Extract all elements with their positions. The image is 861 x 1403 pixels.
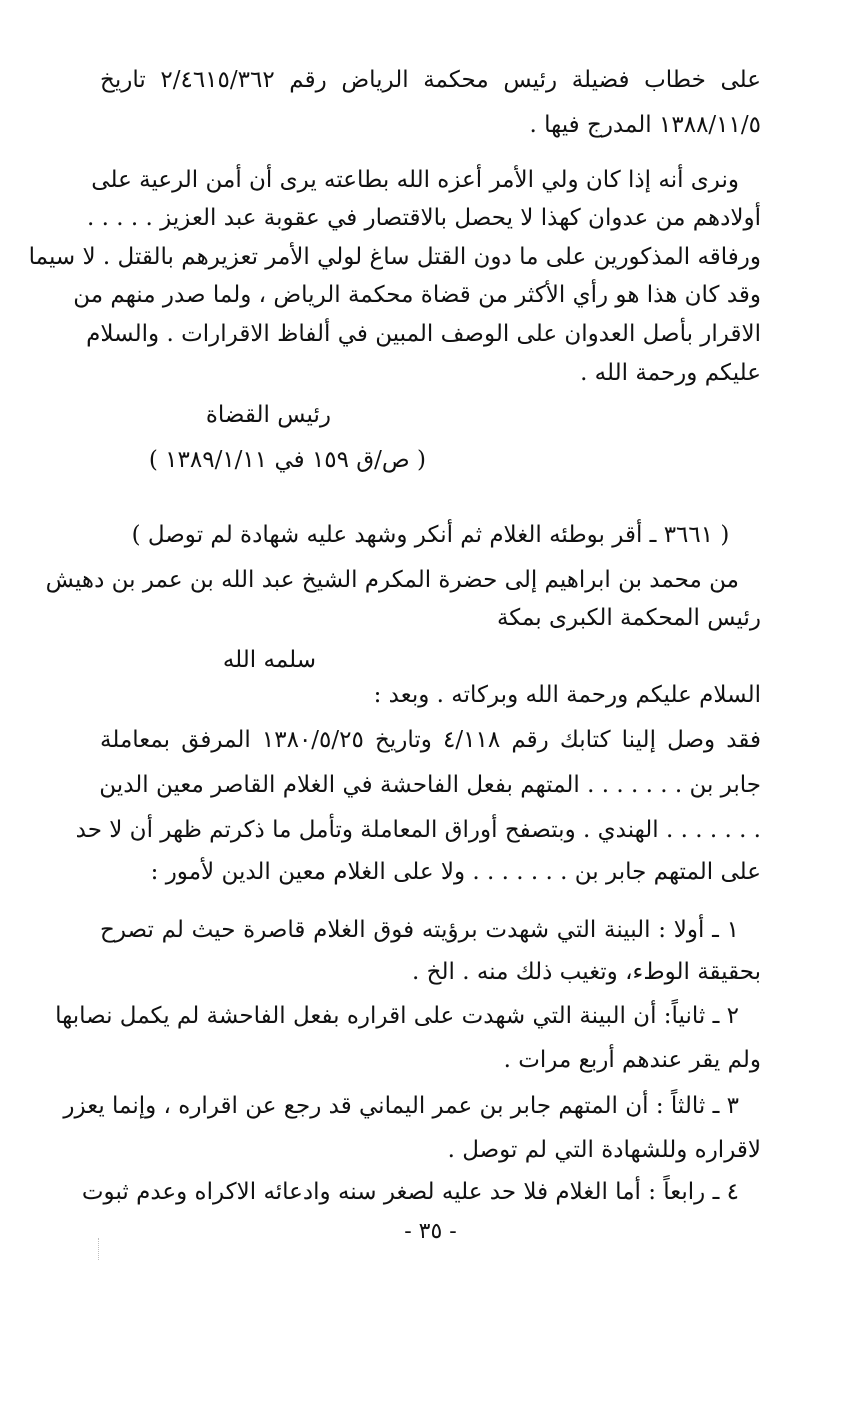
text-line: ١٣٨٨/١١/٥ المدرج فيها . [529, 112, 761, 138]
text-line: ورفاقه المذكورين على ما دون القتل ساغ لولي الأمر تعزيرهم بالقتل . لا سيما [28, 244, 761, 270]
text-line: . . . . . . . الهندي . وبتصفح أوراق المعاملة وتأمل ما ذكرتم ظهر أن لا حد [75, 817, 761, 843]
section-title: ( ٣٦٦١ ـ أقر بوطئه الغلام ثم أنكر وشهد عليه شهادة لم توصل ) [131, 522, 730, 548]
text-line: الاقرار بأصل العدوان على الوصف المبين في ألفاظ الاقرارات . والسلام [86, 321, 761, 347]
scan-mark [98, 1238, 107, 1260]
letter-to-line: رئيس المحكمة الكبرى بمكة [496, 605, 761, 631]
text-line: جابر بن . . . . . . . المتهم بفعل الفاحشة في الغلام القاصر معين الدين [99, 772, 761, 798]
text-line: وقد كان هذا هو رأي الأكثر من قضاة محكمة الرياض ، ولما صدر منهم من [73, 282, 761, 308]
text-line: على المتهم جابر بن . . . . . . . ولا على الغلام معين الدين لأمور : [150, 859, 761, 885]
list-item: بحقيقة الوطء، وتغيب ذلك منه . الخ . [412, 959, 761, 985]
text-line: أولادهم من عدوان كهذا لا يحصل بالاقتصار في عقوبة عبد العزيز . . . . . [87, 205, 761, 231]
signature-reference: ( ص/ق ١٥٩ في ١٣٨٩/١/١١ ) [148, 447, 426, 473]
text-line: ونرى أنه إذا كان ولي الأمر أعزه الله بطاعته يرى أن أمن الرعية على [91, 167, 739, 193]
text-line: فقد وصل إلينا كتابك رقم ٤/١١٨ وتاريخ ١٣٨٠/٥/٢٥ المرفق بمعاملة [100, 727, 761, 753]
page-number: - ٣٥ - [404, 1219, 457, 1244]
list-item: لاقراره وللشهادة التي لم توصل . [447, 1137, 761, 1163]
list-item: ٢ ـ ثانياً: أن البينة التي شهدت على اقراره بفعل الفاحشة لم يكمل نصابها [55, 1003, 739, 1029]
salutation: سلمه الله [222, 647, 316, 673]
signature-title: رئيس القضاة [205, 402, 331, 428]
list-item: ولم يقر عندهم أربع مرات . [503, 1047, 761, 1073]
text-line: السلام عليكم ورحمة الله وبركاته . وبعد : [373, 682, 761, 708]
page-footer [0, 1212, 861, 1252]
letter-from-line: من محمد بن ابراهيم إلى حضرة المكرم الشيخ عبد الله بن عمر بن دهيش [45, 567, 739, 593]
list-item: ٣ ـ ثالثاً : أن المتهم جابر بن عمر اليماني قد رجع عن اقراره ، وإنما يعزر [63, 1093, 739, 1119]
text-line: عليكم ورحمة الله . [580, 360, 761, 386]
text-line: على خطاب فضيلة رئيس محكمة الرياض رقم ٢/٤٦١٥/٣٦٢ تاريخ [100, 67, 761, 93]
list-item: ١ ـ أولا : البينة التي شهدت برؤيته فوق الغلام قاصرة حيث لم تصرح [100, 917, 739, 943]
list-item: ٤ ـ رابعاً : أما الغلام فلا حد عليه لصغر سنه وادعائه الاكراه وعدم ثبوت [81, 1179, 739, 1205]
